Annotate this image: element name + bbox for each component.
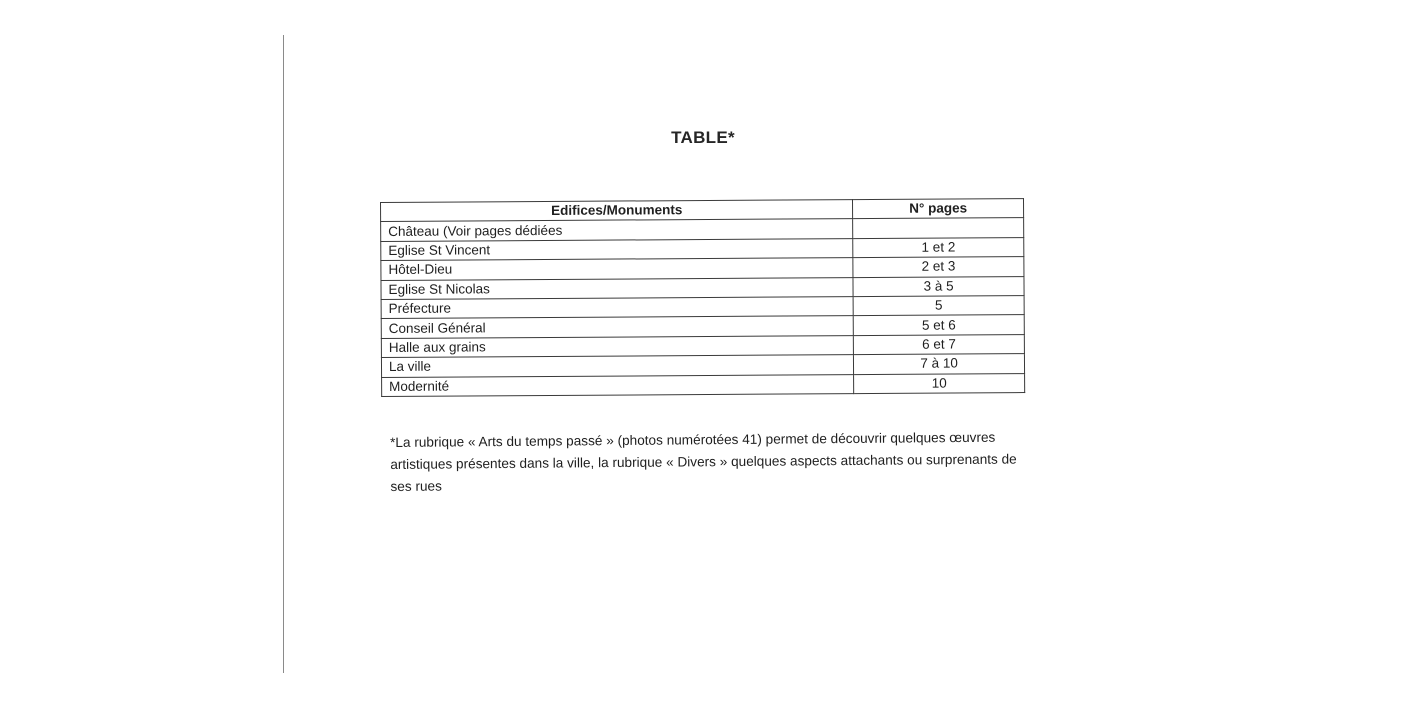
footnote-text: *La rubrique « Arts du temps passé » (photos numérotées 41) permet de découvrir quelques œuvres artistiques présentes dans la ville, la rubrique « Divers » quelques aspects attachants ou surprenants de ses rues — [390, 429, 1017, 494]
page-numbers: 3 à 5 — [853, 276, 1024, 296]
monument-name: Eglise St Nicolas — [381, 277, 853, 299]
monument-name: Halle aux grains — [381, 335, 853, 357]
page-numbers: 7 à 10 — [854, 354, 1025, 374]
table-container — [380, 198, 1025, 397]
monument-name: Conseil Général — [381, 316, 853, 338]
monument-name: Château (Voir pages dédiées — [381, 219, 853, 241]
page-numbers: 2 et 3 — [853, 257, 1024, 277]
page-title: TABLE* — [671, 128, 735, 147]
monument-name: Modernité — [382, 374, 854, 396]
header-pages: N° pages — [853, 199, 1024, 219]
page-numbers: 6 et 7 — [854, 334, 1025, 354]
table-row — [382, 373, 1025, 396]
page-numbers: 5 et 6 — [853, 315, 1024, 335]
header-monuments: Edifices/Monuments — [381, 200, 853, 222]
page-numbers: 5 — [853, 296, 1024, 316]
monument-name: Hôtel-Dieu — [381, 258, 853, 280]
monuments-table — [380, 198, 1025, 397]
page-numbers — [853, 218, 1024, 238]
page-numbers: 1 et 2 — [853, 237, 1024, 257]
page-numbers: 10 — [854, 373, 1025, 393]
monument-name: Eglise St Vincent — [381, 238, 853, 260]
monument-name: Préfecture — [381, 297, 853, 319]
monument-name: La ville — [381, 355, 853, 377]
